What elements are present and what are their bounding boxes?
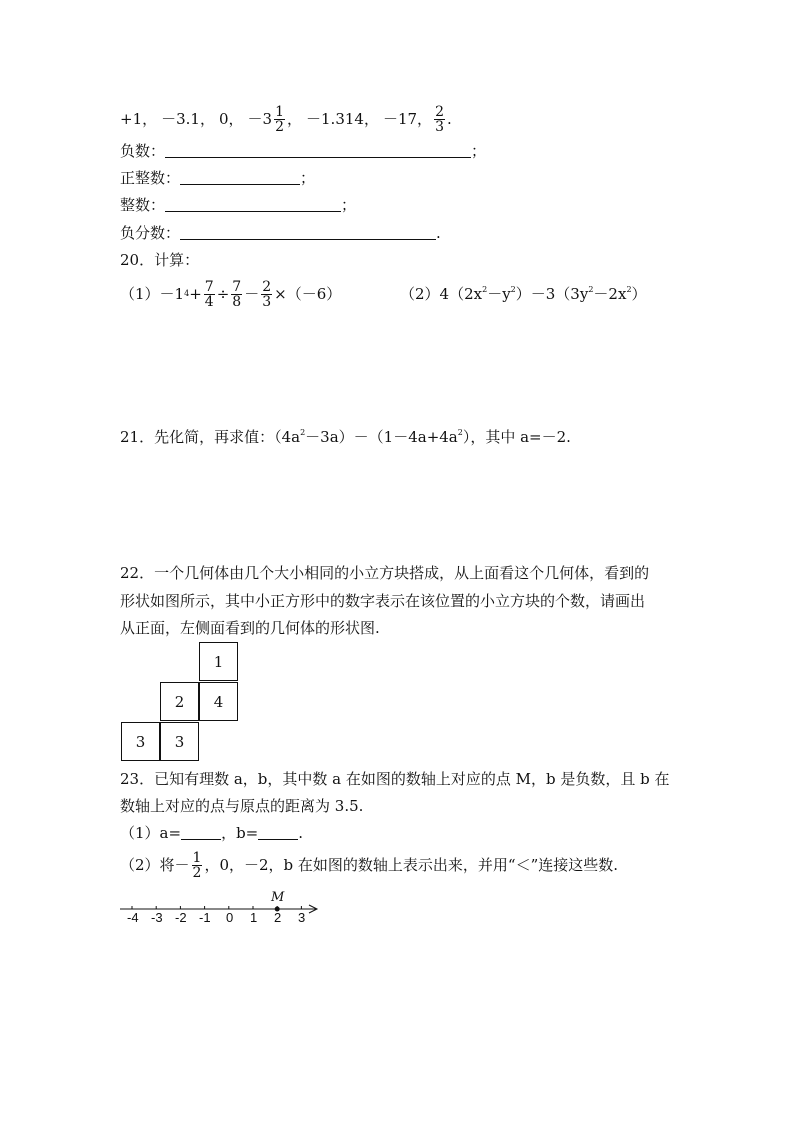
q20-title: 20．计算： bbox=[120, 251, 200, 269]
tick-label: 2 bbox=[274, 910, 282, 925]
b-answer-blank[interactable] bbox=[258, 825, 298, 840]
point-m-label: M bbox=[271, 890, 285, 905]
answer-blank[interactable] bbox=[165, 143, 471, 158]
number-item: ， bbox=[287, 110, 303, 128]
answer-blank[interactable] bbox=[180, 225, 436, 240]
number-item: －1.314， bbox=[306, 110, 379, 128]
tick-label: -2 bbox=[175, 910, 187, 925]
q23-part1: （1）a= ，b= . bbox=[120, 824, 304, 842]
q23-part2: （2）将－ $\frac{1}{2}$ ，0，－2，b 在如图的数轴上表示出来，并用“＜”连接这些数. bbox=[120, 849, 619, 881]
positive-integer-row bbox=[120, 168, 315, 188]
number-item: －3 bbox=[247, 110, 273, 128]
integer-row bbox=[120, 195, 356, 215]
grid-cell: 1 bbox=[199, 642, 238, 681]
q19-number-list bbox=[120, 104, 452, 134]
fraction-one-half: $\frac{1}{2}$ bbox=[275, 103, 284, 135]
category-label: 负数： bbox=[120, 142, 166, 160]
number-line-axis bbox=[118, 890, 328, 930]
q20-part2: $(2)4(2x^2-y^2)-3(3y^2-2x^2)$ bbox=[400, 285, 647, 303]
a-answer-blank[interactable] bbox=[181, 825, 221, 840]
grid-cell: 4 bbox=[199, 682, 238, 721]
tick-label: 1 bbox=[250, 910, 258, 925]
grid-cell: 3 bbox=[160, 722, 199, 761]
q21-text: 21．先化简，再求值：$(4a^2-3a)-(1-4a+4a^2)$，其中 a=－2. bbox=[120, 428, 571, 446]
answer-blank[interactable] bbox=[180, 170, 300, 185]
top-view-grid bbox=[121, 642, 241, 764]
tick-label: -3 bbox=[151, 910, 163, 925]
tick-label: -4 bbox=[127, 910, 139, 925]
q23-line1: 23．已知有理数 a，b，其中数 a 在如图的数轴上对应的点 M，b 是负数，且 b 在 bbox=[120, 770, 670, 788]
grid-cell: 3 bbox=[121, 722, 160, 761]
row-end: . bbox=[436, 224, 441, 242]
category-label: 负分数： bbox=[120, 224, 181, 242]
row-end: ； bbox=[471, 142, 487, 160]
fraction-two-thirds: $\frac{2}{3}$ bbox=[435, 103, 444, 135]
grid-cell: 2 bbox=[160, 682, 199, 721]
q23-line2: 数轴上对应的点与原点的距离为 3.5. bbox=[120, 797, 364, 815]
q22-line1: 22．一个几何体由几个大小相同的小立方块搭成，从上面看这个几何体，看到的 bbox=[120, 564, 650, 582]
category-label: 整数： bbox=[120, 196, 166, 214]
number-item: －3.1， bbox=[161, 110, 215, 128]
row-end: ； bbox=[341, 196, 357, 214]
row-end: ； bbox=[300, 169, 316, 187]
tick-label: 0 bbox=[226, 910, 234, 925]
fraction-one-half: $\frac{1}{2}$ bbox=[192, 849, 202, 881]
number-item: －17， bbox=[382, 110, 433, 128]
q22-line2: 形状如图所示，其中小正方形中的数字表示在该位置的小立方块的个数，请画出 bbox=[120, 592, 646, 610]
negative-row bbox=[120, 141, 486, 161]
q20-part1: （1）－1 4 + $\frac{7}{4}$ ÷ $\frac{7}{8}$ － $\frac{2}{3}$ ×（－6） bbox=[120, 278, 342, 310]
tick-label: 3 bbox=[298, 910, 306, 925]
category-label: 正整数： bbox=[120, 169, 181, 187]
fraction: $\frac{7}{4}$ bbox=[204, 278, 214, 310]
answer-blank[interactable] bbox=[165, 197, 341, 212]
fraction: $\frac{2}{3}$ bbox=[262, 278, 272, 310]
number-item: 0， bbox=[218, 110, 244, 128]
tick-label: -1 bbox=[199, 910, 211, 925]
q22-line3: 从正面，左侧面看到的几何体的形状图. bbox=[120, 619, 380, 637]
negative-fraction-row bbox=[120, 223, 441, 243]
number-line bbox=[118, 890, 328, 930]
fraction: $\frac{7}{8}$ bbox=[232, 278, 242, 310]
number-item: +1， bbox=[120, 110, 158, 128]
number-item: . bbox=[446, 110, 452, 128]
